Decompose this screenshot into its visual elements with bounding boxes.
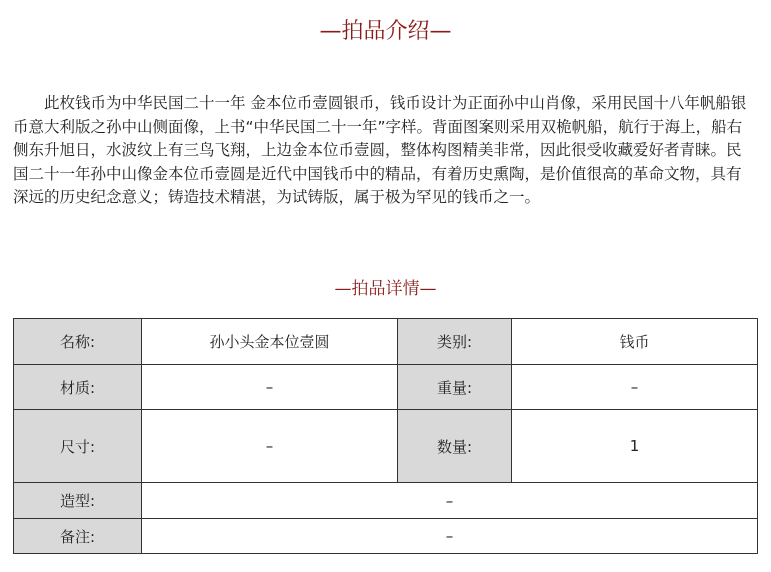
table-row-size	[14, 410, 758, 483]
material-label: 材质:	[14, 365, 142, 410]
details-title: —拍品详情—	[334, 279, 437, 299]
shape-label: 造型:	[14, 483, 142, 519]
weight-value: –	[512, 365, 758, 410]
name-value: 孙小头金本位壹圆	[142, 319, 398, 365]
size-value: –	[142, 410, 398, 483]
category-value: 钱币	[512, 319, 758, 365]
notes-value: –	[142, 519, 758, 554]
name-label: 名称:	[14, 319, 142, 365]
shape-value: –	[142, 483, 758, 519]
material-value: –	[142, 365, 398, 410]
category-label: 类别:	[398, 319, 512, 365]
table-row-shape	[14, 483, 758, 519]
quantity-value: 1	[512, 410, 758, 483]
intro-title: —拍品介绍—	[319, 19, 452, 44]
details-table	[13, 318, 758, 554]
quantity-label: 数量:	[398, 410, 512, 483]
notes-label: 备注:	[14, 519, 142, 554]
table-row-material	[14, 365, 758, 410]
table-row-name	[14, 319, 758, 365]
table-row-notes	[14, 519, 758, 554]
size-label: 尺寸:	[14, 410, 142, 483]
intro-paragraph: 此枚钱币为中华民国二十一年 金本位币壹圆银币，钱币设计为正面孙中山肖像，采用民国十八年帆船银币意大利版之孙中山侧面像，上书“中华民国二十一年”字样。背面图案则采用双桅帆船，航行于海上，船右侧东升旭日，水波纹上有三鸟飞翔，上边金本位币壹圆，整体构图精美非常，因此很受收藏爱好者青睐。民国二十一年孙中山像金本位币壹圆是近代中国钱币中的精品，有着历史熏陶，是价值很高的革命文物，具有深远的历史纪念意义；铸造技术精湛，为试铸版，属于极为罕见的钱币之一。	[13, 94, 747, 207]
weight-label: 重量:	[398, 365, 512, 410]
